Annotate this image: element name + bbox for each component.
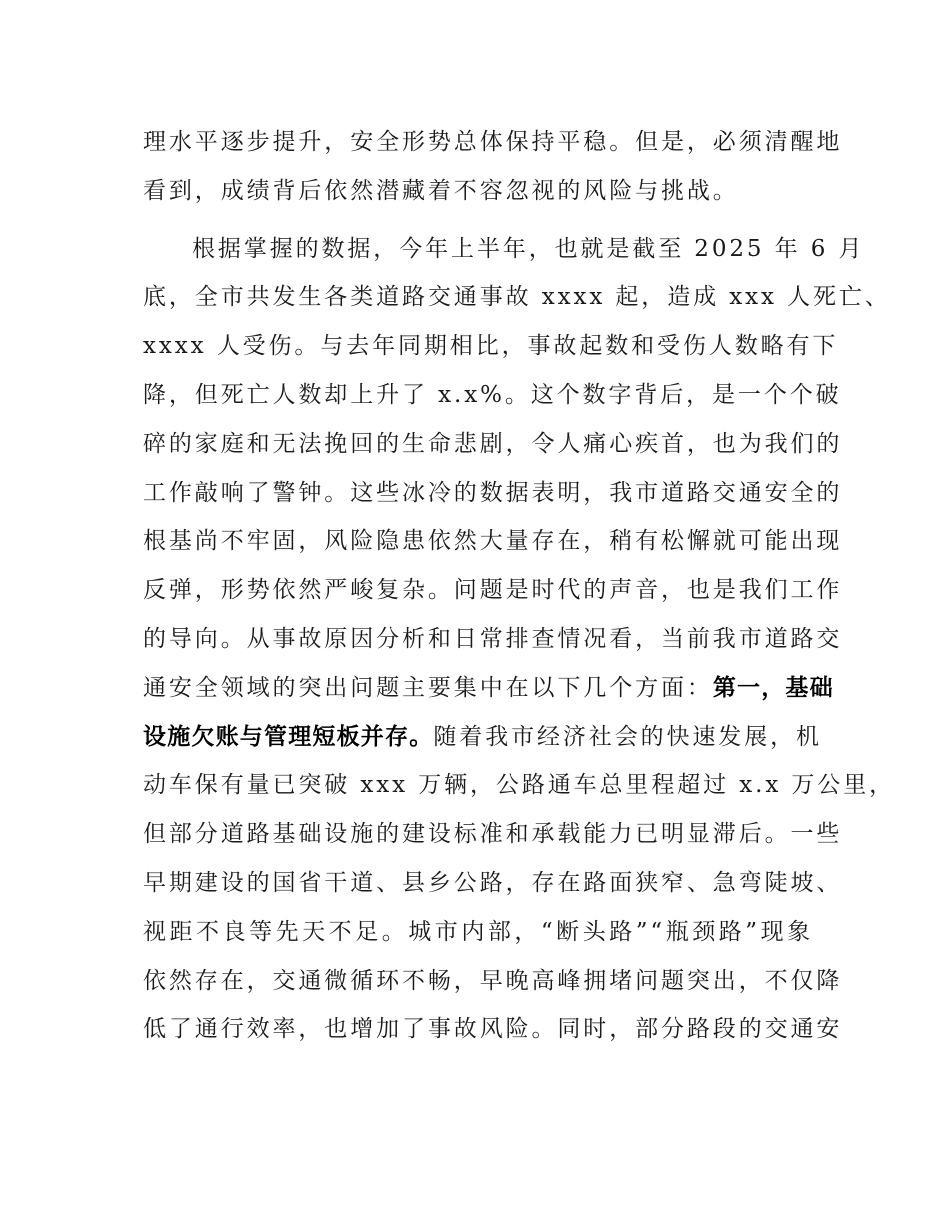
text-segment: 随着我市经济社会的快速发展，机 — [433, 723, 822, 750]
text-line: 看到，成绩背后依然潜藏着不容忽视的风险与挑战。 — [143, 177, 739, 204]
bold-heading-text: 第一，基础 — [712, 674, 834, 701]
text-line: xxxx 人受伤。与去年同期相比，事故起数和受伤人数略有下 — [143, 333, 839, 360]
text-line: 但部分道路基础设施的建设标准和承载能力已明显滞后。一些 — [143, 821, 843, 848]
text-line: 底，全市共发生各类道路交通事故 xxxx 起，造成 xxx 人死亡、 — [143, 284, 891, 311]
text-line: 碎的家庭和无法挽回的生命悲剧，令人痛心疾首，也为我们的 — [143, 430, 843, 457]
text-line: 降，但死亡人数却上升了 x.x%。这个数字背后，是一个个破 — [143, 381, 842, 408]
text-line: 根基尚不牢固，风险隐患依然大量存在，稍有松懈就可能出现 — [143, 528, 843, 555]
text-line: 依然存在，交通微循环不畅，早晚高峰拥堵问题突出，不仅降 — [143, 967, 843, 994]
text-line: 根据掌握的数据，今年上半年，也就是截至 2025 年 6 月 — [192, 235, 865, 262]
bold-heading-text: 设施欠账与管理短板并存。 — [143, 723, 434, 750]
text-segment: 通安全领域的突出问题主要集中在以下几个方面： — [143, 674, 713, 701]
text-line — [143, 713, 822, 762]
text-line: 工作敲响了警钟。这些冰冷的数据表明，我市道路交通安全的 — [143, 479, 843, 506]
text-line: 视距不良等先天不足。城市内部，“断头路”“瓶颈路”现象 — [143, 918, 813, 945]
text-line: 理水平逐步提升，安全形势总体保持平稳。但是，必须清醒地 — [143, 129, 843, 155]
text-line: 反弹，形势依然严峻复杂。问题是时代的声音，也是我们工作 — [143, 577, 843, 604]
text-line: 低了通行效率，也增加了事故风险。同时，部分路段的交通安 — [143, 1016, 843, 1043]
text-line: 动车保有量已突破 xxx 万辆，公路通车总里程超过 x.x 万公里， — [143, 772, 896, 799]
paragraph-gap — [143, 216, 813, 225]
text-line: 的导向。从事故原因分析和日常排查情况看，当前我市道路交 — [143, 625, 843, 652]
body-text — [143, 118, 896, 1054]
text-line: 早期建设的国省干道、县乡公路，存在路面狭窄、急弯陡坡、 — [143, 869, 843, 896]
text-line — [143, 664, 834, 713]
